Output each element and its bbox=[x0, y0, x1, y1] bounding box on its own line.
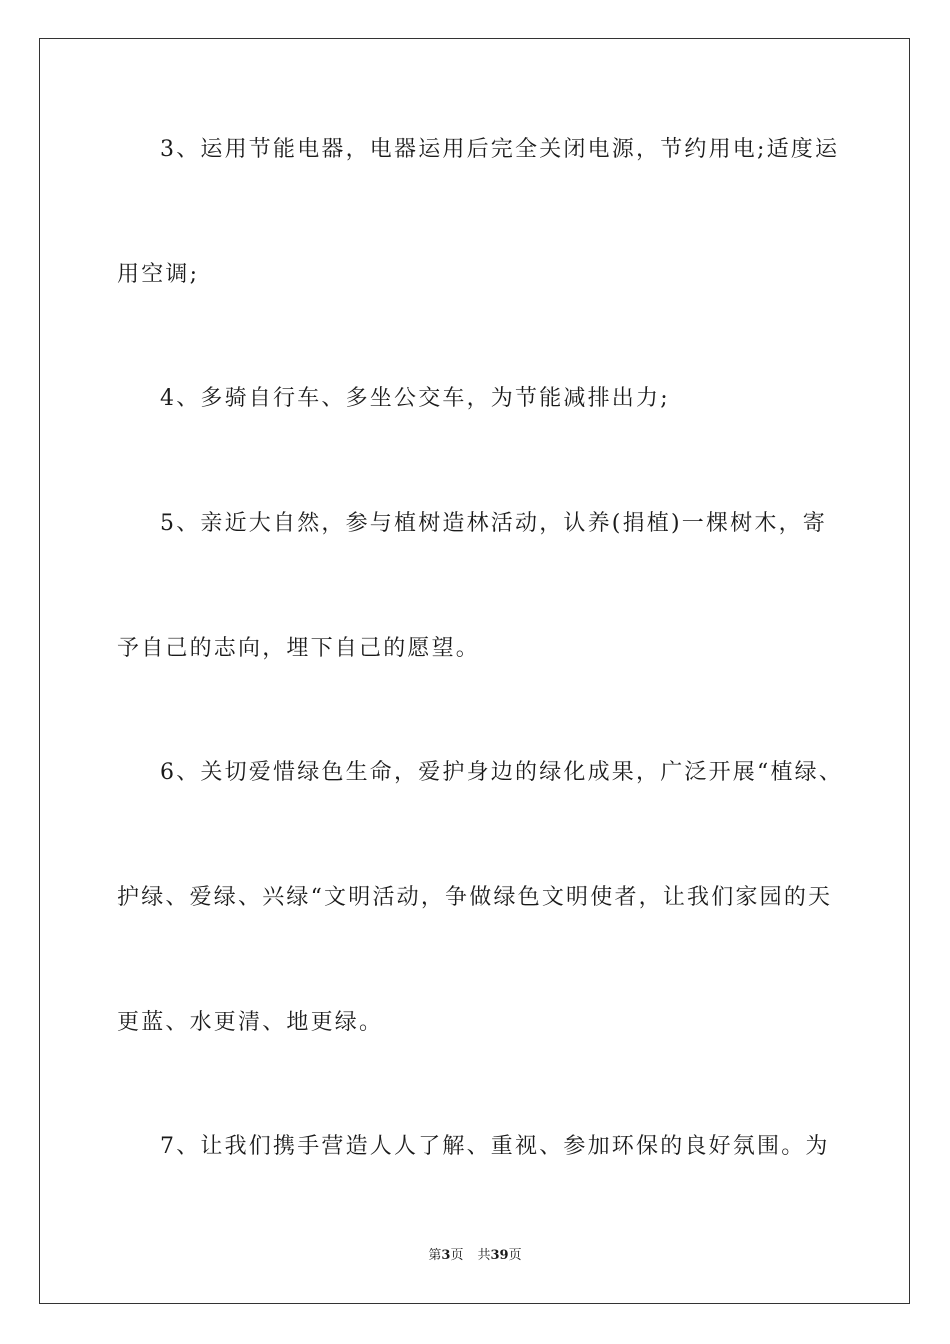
paragraph-line: 5、亲近大自然，参与植树造林活动，认养(捐植)一棵树木，寄 bbox=[160, 511, 827, 536]
paragraph-line: 予自己的志向，埋下自己的愿望。 bbox=[117, 636, 481, 661]
total-prefix: 共 bbox=[477, 1248, 491, 1263]
paragraph-line: 护绿、爱绿、兴绿“文明活动，争做绿色文明使者，让我们家园的天 bbox=[117, 885, 833, 910]
paragraph-line: 3、运用节能电器，电器运用后完全关闭电源，节约用电;适度运 bbox=[160, 137, 840, 162]
paragraph-line: 4、多骑自行车、多坐公交车，为节能减排出力; bbox=[160, 386, 670, 411]
page-prefix: 第 bbox=[428, 1248, 442, 1263]
total-suffix: 页 bbox=[508, 1248, 522, 1263]
total-pages: 39 bbox=[490, 1248, 509, 1263]
paragraph-line: 7、让我们携手营造人人了解、重视、参加环保的良好氛围。为 bbox=[160, 1134, 830, 1159]
page-suffix: 页 bbox=[450, 1248, 464, 1263]
paragraph-line: 6、关切爱惜绿色生命，爱护身边的绿化成果，广泛开展“植绿、 bbox=[160, 760, 844, 785]
paragraph-line: 用空调; bbox=[117, 262, 200, 287]
page-footer bbox=[0, 1248, 950, 1264]
page-number: 3 bbox=[441, 1248, 451, 1263]
paragraph-line: 更蓝、水更清、地更绿。 bbox=[117, 1010, 384, 1035]
page-border bbox=[39, 38, 910, 1304]
